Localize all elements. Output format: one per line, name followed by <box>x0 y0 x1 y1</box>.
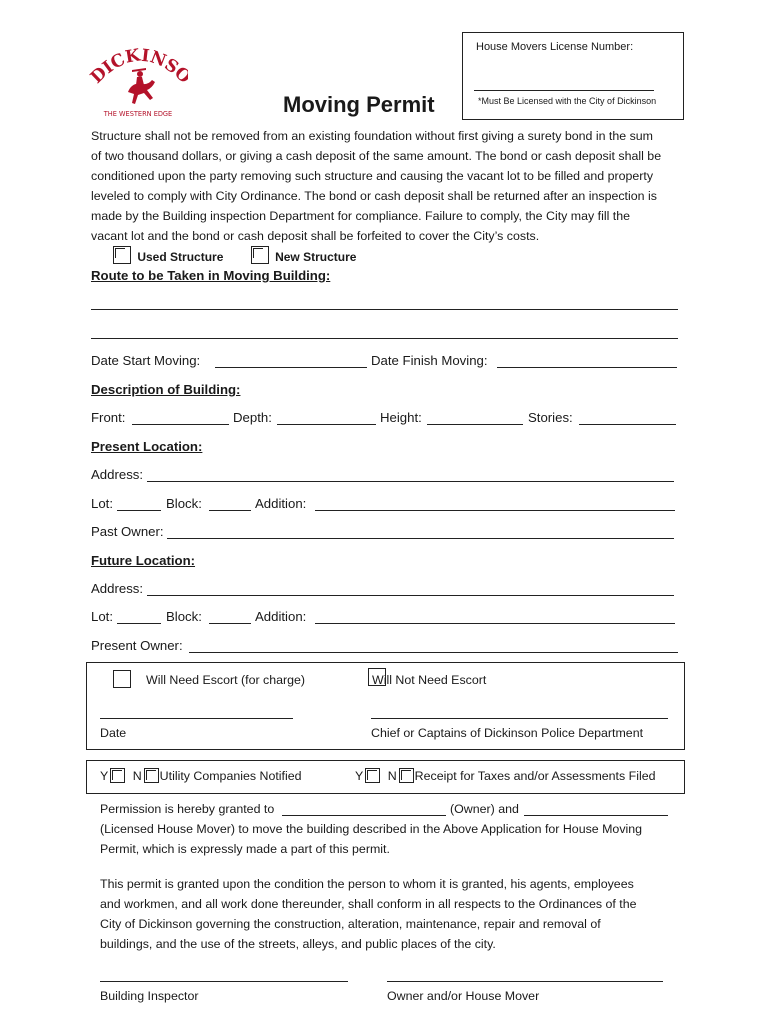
route-heading: Route to be Taken in Moving Building: <box>91 268 331 283</box>
future-addition-field[interactable] <box>315 623 675 624</box>
date-start-label: Date Start Moving: <box>91 353 201 368</box>
present-owner-label: Present Owner: <box>91 638 183 653</box>
description-heading: Description of Building: <box>91 382 241 397</box>
escort-date-label: Date <box>100 726 127 740</box>
present-lot-field[interactable] <box>117 510 161 511</box>
utility-y-label: Y <box>100 769 109 783</box>
receipt-label: Receipt for Taxes and/or Assessments Filed <box>414 769 656 783</box>
future-lot-field[interactable] <box>117 623 161 624</box>
intro-line: leveled to comply with City Ordinance. The bond or cash deposit shall be returned after an inspection is <box>91 189 657 203</box>
present-block-label: Block: <box>166 496 202 511</box>
permission-line-2: (Licensed House Mover) to move the building described in the Above Application for House Moving <box>100 822 643 836</box>
future-addition-label: Addition: <box>255 609 307 624</box>
condition-line: This permit is granted upon the condition the person to whom it is granted, his agents, employees <box>100 877 634 891</box>
past-owner-field[interactable] <box>167 538 674 539</box>
date-finish-label: Date Finish Moving: <box>371 353 488 368</box>
city-logo <box>88 40 188 122</box>
future-address-label: Address: <box>91 581 144 596</box>
present-owner-field[interactable] <box>189 652 678 653</box>
receipt-n-checkbox[interactable] <box>399 768 414 783</box>
route-line-1[interactable] <box>91 309 678 310</box>
intro-line: vacant lot and the bond or cash deposit shall be forfeited to cover the City’s costs. <box>91 229 540 243</box>
will-need-escort-checkbox[interactable] <box>113 670 131 688</box>
utility-n-label: N <box>132 769 142 783</box>
present-lot-label: Lot: <box>91 496 113 511</box>
intro-line: made by the Building inspection Department for compliance. Failure to comply, the City may fill the <box>91 209 631 223</box>
intro-line: Structure shall not be removed from an existing foundation without first giving a surety bond in the sum <box>91 129 654 143</box>
stories-label: Stories: <box>528 410 573 425</box>
date-start-field[interactable] <box>215 367 367 368</box>
height-field[interactable] <box>427 424 523 425</box>
receipt-yn-row <box>355 768 655 784</box>
future-block-field[interactable] <box>209 623 251 624</box>
chief-signature-field[interactable] <box>371 718 668 719</box>
license-note: *Must Be Licensed with the City of Dickinson <box>478 96 657 106</box>
utility-y-checkbox[interactable] <box>110 768 125 783</box>
page-title: Moving Permit <box>283 92 435 117</box>
will-not-need-escort-label: Will Not Need Escort <box>372 673 487 687</box>
intro-line: of two thousand dollars, or giving a cash deposit of the same amount. The bond or cash deposit shall be <box>91 149 662 163</box>
inspector-signature-label: Building Inspector <box>100 989 199 1003</box>
will-need-escort-label: Will Need Escort (for charge) <box>146 673 306 687</box>
svg-text:DICKINSON: DICKINS <box>88 45 182 88</box>
escort-date-field[interactable] <box>100 718 293 719</box>
receipt-y-label: Y <box>355 769 364 783</box>
condition-paragraph <box>100 874 690 954</box>
present-address-field[interactable] <box>147 481 674 482</box>
condition-line: buildings, and the use of the streets, alleys, and public places of the city. <box>100 937 496 951</box>
owner-mover-signature-label: Owner and/or House Mover <box>387 989 540 1003</box>
owner-mover-signature-field[interactable] <box>387 981 663 982</box>
height-label: Height: <box>380 410 422 425</box>
depth-label: Depth: <box>233 410 272 425</box>
permission-start: Permission is hereby granted to <box>100 802 275 816</box>
front-field[interactable] <box>132 424 229 425</box>
present-addition-label: Addition: <box>255 496 307 511</box>
new-structure-checkbox[interactable] <box>251 246 269 264</box>
permission-line-3: Permit, which is expressly made a part of this permit. <box>100 842 390 856</box>
depth-field[interactable] <box>277 424 376 425</box>
present-addition-field[interactable] <box>315 510 675 511</box>
license-number-label: House Movers License Number: <box>476 41 634 53</box>
logo-tagline: THE WESTERN EDGE <box>103 110 173 118</box>
future-lot-label: Lot: <box>91 609 113 624</box>
permission-mover-field[interactable] <box>524 815 668 816</box>
condition-line: City of Dickinson governing the construction, alteration, maintenance, repair and removal of <box>100 917 601 931</box>
present-address-label: Address: <box>91 467 144 482</box>
used-structure-label: Used Structure <box>137 250 224 264</box>
future-address-field[interactable] <box>147 595 674 596</box>
future-block-label: Block: <box>166 609 202 624</box>
future-location-heading: Future Location: <box>91 553 196 568</box>
date-finish-field[interactable] <box>497 367 677 368</box>
intro-line: conditioned upon the party removing such structure and causing the vacant lot to be filled and property <box>91 169 654 183</box>
structure-options <box>113 246 356 265</box>
receipt-n-label: N <box>387 769 397 783</box>
new-structure-label: New Structure <box>275 250 357 264</box>
utility-yn-row <box>100 768 302 784</box>
used-structure-checkbox[interactable] <box>113 246 131 264</box>
permission-owner-field[interactable] <box>282 815 446 816</box>
chief-signature-label: Chief or Captains of Dickinson Police Department <box>371 726 644 740</box>
present-location-heading: Present Location: <box>91 439 203 454</box>
condition-line: and workmen, and all work done thereunder, shall conform in all respects to the Ordinances of the <box>100 897 637 911</box>
present-block-field[interactable] <box>209 510 251 511</box>
intro-paragraph <box>91 126 691 246</box>
permission-owner-label: (Owner) and <box>450 802 519 816</box>
utility-n-checkbox[interactable] <box>144 768 159 783</box>
front-label: Front: <box>91 410 126 425</box>
receipt-y-checkbox[interactable] <box>365 768 380 783</box>
dickinson-logo-icon <box>88 40 188 122</box>
route-line-2[interactable] <box>91 338 678 339</box>
license-number-field[interactable] <box>474 90 654 91</box>
utility-label: Utility Companies Notified <box>159 769 302 783</box>
past-owner-label: Past Owner: <box>91 524 164 539</box>
inspector-signature-field[interactable] <box>100 981 348 982</box>
stories-field[interactable] <box>579 424 676 425</box>
